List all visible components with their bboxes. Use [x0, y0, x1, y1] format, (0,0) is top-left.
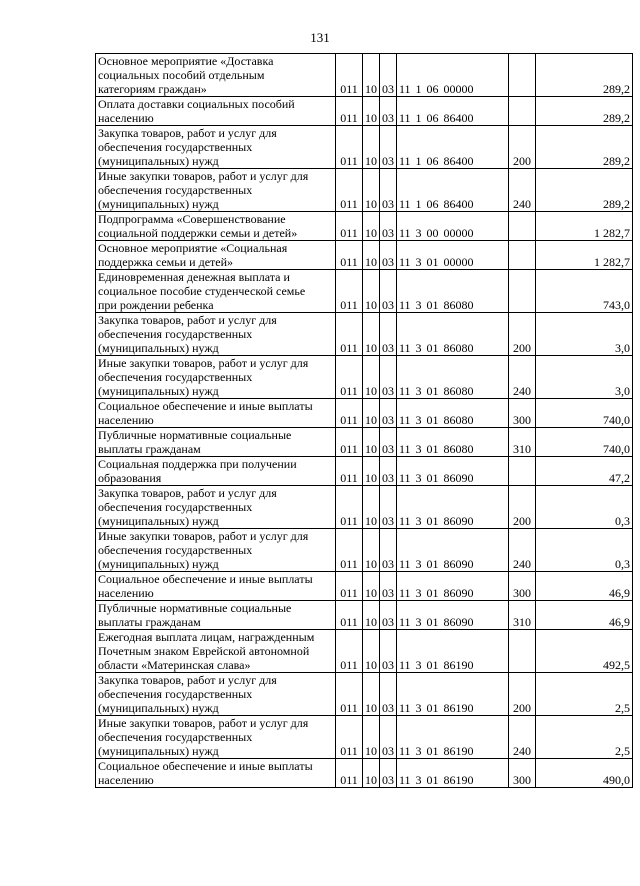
- section-code-cell: 10: [363, 126, 380, 169]
- expense-name-line: обеспечения государственных: [98, 370, 253, 384]
- expense-name-line: при рождении ребенка: [98, 298, 214, 312]
- ministry-code-cell: 011: [336, 529, 363, 572]
- expense-name: [96, 54, 336, 97]
- target-article-cell: 11 3 01 86090: [397, 486, 509, 529]
- expense-name-line: социальной поддержки семьи и детей»: [98, 226, 298, 240]
- expense-name-line: обеспечения государственных: [98, 543, 253, 557]
- expense-name-line: Закупка товаров, работ и услуг для: [98, 673, 277, 687]
- expense-name: [96, 356, 336, 399]
- ministry-code-cell: 011: [336, 97, 363, 126]
- subsection-code-cell: 03: [380, 673, 397, 716]
- expense-name: [96, 529, 336, 572]
- expense-name-line: Почетным знаком Еврейской автономной: [98, 644, 310, 658]
- table-row: [96, 97, 633, 126]
- expense-name-line: населению: [98, 111, 154, 125]
- expense-name-line: Публичные нормативные социальные: [98, 601, 292, 615]
- table-body: [96, 54, 633, 788]
- expense-type-cell: 300: [509, 759, 536, 788]
- ministry-code-cell: 011: [336, 630, 363, 673]
- ministry-code-cell: 011: [336, 601, 363, 630]
- expense-name-line: (муниципальных) нужд: [98, 701, 219, 715]
- expense-name-line: Оплата доставки социальных пособий: [98, 97, 295, 111]
- expense-type-cell: 200: [509, 126, 536, 169]
- target-article-cell: 11 3 01 86090: [397, 529, 509, 572]
- subsection-code-cell: 03: [380, 601, 397, 630]
- expense-name-line: Закупка товаров, работ и услуг для: [98, 486, 277, 500]
- ministry-code-cell: 011: [336, 241, 363, 270]
- amount-cell: 490,0: [536, 759, 633, 788]
- expense-name-line: Закупка товаров, работ и услуг для: [98, 126, 277, 140]
- amount-cell: 289,2: [536, 97, 633, 126]
- expense-name: [96, 716, 336, 759]
- expense-name-line: (муниципальных) нужд: [98, 197, 219, 211]
- ministry-code-cell: 011: [336, 54, 363, 97]
- expense-name: [96, 601, 336, 630]
- subsection-code-cell: 03: [380, 313, 397, 356]
- table-row: [96, 241, 633, 270]
- expense-name-line: Ежегодная выплата лицам, награжденным: [98, 630, 315, 644]
- section-code-cell: 10: [363, 241, 380, 270]
- budget-table: [95, 53, 633, 788]
- amount-cell: 46,9: [536, 601, 633, 630]
- expense-name: [96, 399, 336, 428]
- expense-name-line: выплаты гражданам: [98, 442, 201, 456]
- expense-name-line: Основное мероприятие «Социальная: [98, 241, 288, 255]
- ministry-code-cell: 011: [336, 399, 363, 428]
- expense-type-cell: [509, 97, 536, 126]
- expense-name-line: обеспечения государственных: [98, 730, 253, 744]
- section-code-cell: 10: [363, 54, 380, 97]
- section-code-cell: 10: [363, 97, 380, 126]
- section-code-cell: 10: [363, 399, 380, 428]
- target-article-cell: 11 3 01 86080: [397, 428, 509, 457]
- table-row: [96, 630, 633, 673]
- subsection-code-cell: 03: [380, 572, 397, 601]
- table-row: [96, 54, 633, 97]
- expense-type-cell: 310: [509, 428, 536, 457]
- table-row: [96, 486, 633, 529]
- expense-name-line: населению: [98, 586, 154, 600]
- expense-type-cell: 240: [509, 356, 536, 399]
- target-article-cell: 11 3 01 86080: [397, 356, 509, 399]
- expense-name-line: поддержка семьи и детей»: [98, 255, 234, 269]
- expense-name: [96, 169, 336, 212]
- subsection-code-cell: 03: [380, 241, 397, 270]
- expense-name: [96, 428, 336, 457]
- expense-type-cell: [509, 241, 536, 270]
- expense-type-cell: [509, 457, 536, 486]
- ministry-code-cell: 011: [336, 212, 363, 241]
- expense-name: [96, 313, 336, 356]
- expense-name-line: (муниципальных) нужд: [98, 384, 219, 398]
- subsection-code-cell: 03: [380, 212, 397, 241]
- expense-type-cell: [509, 54, 536, 97]
- expense-name-line: выплаты гражданам: [98, 615, 201, 629]
- expense-name-line: Иные закупки товаров, работ и услуг для: [98, 716, 309, 730]
- expense-name-line: обеспечения государственных: [98, 140, 253, 154]
- amount-cell: 0,3: [536, 529, 633, 572]
- expense-name: [96, 673, 336, 716]
- subsection-code-cell: 03: [380, 630, 397, 673]
- page-number: 131: [310, 30, 330, 45]
- table-row: [96, 313, 633, 356]
- expense-type-cell: 240: [509, 169, 536, 212]
- target-article-cell: 11 3 01 86080: [397, 313, 509, 356]
- ministry-code-cell: 011: [336, 270, 363, 313]
- table-row: [96, 601, 633, 630]
- expense-name-line: Публичные нормативные социальные: [98, 428, 292, 442]
- expense-type-cell: 200: [509, 486, 536, 529]
- expense-name-line: Социальная поддержка при получении: [98, 457, 297, 471]
- expense-name-line: Иные закупки товаров, работ и услуг для: [98, 169, 309, 183]
- expense-name-line: Иные закупки товаров, работ и услуг для: [98, 529, 309, 543]
- section-code-cell: 10: [363, 169, 380, 212]
- expense-name-line: Социальное обеспечение и иные выплаты: [98, 572, 313, 586]
- target-article-cell: 11 1 06 86400: [397, 97, 509, 126]
- amount-cell: 743,0: [536, 270, 633, 313]
- section-code-cell: 10: [363, 356, 380, 399]
- expense-type-cell: 200: [509, 673, 536, 716]
- amount-cell: 740,0: [536, 428, 633, 457]
- expense-name: [96, 126, 336, 169]
- ministry-code-cell: 011: [336, 313, 363, 356]
- section-code-cell: 10: [363, 212, 380, 241]
- target-article-cell: 11 3 01 86190: [397, 716, 509, 759]
- ministry-code-cell: 011: [336, 486, 363, 529]
- table-row: [96, 673, 633, 716]
- ministry-code-cell: 011: [336, 169, 363, 212]
- target-article-cell: 11 3 01 86090: [397, 601, 509, 630]
- ministry-code-cell: 011: [336, 126, 363, 169]
- expense-name-line: населению: [98, 413, 154, 427]
- section-code-cell: 10: [363, 673, 380, 716]
- section-code-cell: 10: [363, 529, 380, 572]
- expense-name: [96, 457, 336, 486]
- expense-name: [96, 486, 336, 529]
- amount-cell: 3,0: [536, 313, 633, 356]
- subsection-code-cell: 03: [380, 126, 397, 169]
- subsection-code-cell: 03: [380, 356, 397, 399]
- table-row: [96, 169, 633, 212]
- amount-cell: 289,2: [536, 54, 633, 97]
- section-code-cell: 10: [363, 486, 380, 529]
- expense-name-line: Основное мероприятие «Доставка: [98, 54, 274, 68]
- expense-name-line: Единовременная денежная выплата и: [98, 270, 290, 284]
- section-code-cell: 10: [363, 313, 380, 356]
- expense-type-cell: [509, 270, 536, 313]
- section-code-cell: 10: [363, 270, 380, 313]
- amount-cell: 1 282,7: [536, 212, 633, 241]
- expense-name-line: образования: [98, 471, 162, 485]
- expense-name-line: обеспечения государственных: [98, 500, 253, 514]
- subsection-code-cell: 03: [380, 457, 397, 486]
- subsection-code-cell: 03: [380, 759, 397, 788]
- table-row: [96, 529, 633, 572]
- section-code-cell: 10: [363, 716, 380, 759]
- table-row: [96, 716, 633, 759]
- target-article-cell: 11 3 00 00000: [397, 212, 509, 241]
- expense-type-cell: [509, 630, 536, 673]
- expense-name-line: Социальное обеспечение и иные выплаты: [98, 759, 313, 773]
- expense-name-line: Иные закупки товаров, работ и услуг для: [98, 356, 309, 370]
- target-article-cell: 11 3 01 86080: [397, 399, 509, 428]
- expense-name-line: (муниципальных) нужд: [98, 154, 219, 168]
- expense-name: [96, 270, 336, 313]
- expense-name: [96, 572, 336, 601]
- ministry-code-cell: 011: [336, 673, 363, 716]
- section-code-cell: 10: [363, 601, 380, 630]
- ministry-code-cell: 011: [336, 428, 363, 457]
- target-article-cell: 11 3 01 86080: [397, 270, 509, 313]
- table-row: [96, 759, 633, 788]
- section-code-cell: 10: [363, 428, 380, 457]
- ministry-code-cell: 011: [336, 457, 363, 486]
- expense-name-line: Закупка товаров, работ и услуг для: [98, 313, 277, 327]
- expense-name-line: населению: [98, 773, 154, 787]
- target-article-cell: 11 3 01 00000: [397, 241, 509, 270]
- table-row: [96, 356, 633, 399]
- expense-type-cell: 240: [509, 529, 536, 572]
- expense-name-line: обеспечения государственных: [98, 687, 253, 701]
- table-row: [96, 126, 633, 169]
- table-row: [96, 399, 633, 428]
- expense-type-cell: 300: [509, 399, 536, 428]
- expense-type-cell: 310: [509, 601, 536, 630]
- subsection-code-cell: 03: [380, 97, 397, 126]
- expense-name: [96, 241, 336, 270]
- expense-name-line: обеспечения государственных: [98, 327, 253, 341]
- amount-cell: 47,2: [536, 457, 633, 486]
- expense-name-line: категориям граждан»: [98, 82, 207, 96]
- expense-name-line: социальное пособие студенческой семье: [98, 284, 306, 298]
- expense-name-line: обеспечения государственных: [98, 183, 253, 197]
- amount-cell: 2,5: [536, 673, 633, 716]
- subsection-code-cell: 03: [380, 169, 397, 212]
- expense-type-cell: 200: [509, 313, 536, 356]
- expense-type-cell: [509, 212, 536, 241]
- section-code-cell: 10: [363, 759, 380, 788]
- expense-name-line: области «Материнская слава»: [98, 658, 251, 672]
- expense-name: [96, 759, 336, 788]
- section-code-cell: 10: [363, 457, 380, 486]
- table-row: [96, 457, 633, 486]
- subsection-code-cell: 03: [380, 270, 397, 313]
- ministry-code-cell: 011: [336, 356, 363, 399]
- subsection-code-cell: 03: [380, 54, 397, 97]
- expense-name-line: (муниципальных) нужд: [98, 557, 219, 571]
- amount-cell: 2,5: [536, 716, 633, 759]
- expense-name-line: (муниципальных) нужд: [98, 341, 219, 355]
- target-article-cell: 11 3 01 86090: [397, 572, 509, 601]
- target-article-cell: 11 1 06 86400: [397, 126, 509, 169]
- expense-type-cell: 240: [509, 716, 536, 759]
- ministry-code-cell: 011: [336, 759, 363, 788]
- target-article-cell: 11 3 01 86090: [397, 457, 509, 486]
- expense-name-line: (муниципальных) нужд: [98, 744, 219, 758]
- amount-cell: 46,9: [536, 572, 633, 601]
- amount-cell: 3,0: [536, 356, 633, 399]
- amount-cell: 740,0: [536, 399, 633, 428]
- table-row: [96, 212, 633, 241]
- target-article-cell: 11 3 01 86190: [397, 673, 509, 716]
- table-row: [96, 428, 633, 457]
- expense-type-cell: 300: [509, 572, 536, 601]
- subsection-code-cell: 03: [380, 399, 397, 428]
- target-article-cell: 11 3 01 86190: [397, 630, 509, 673]
- section-code-cell: 10: [363, 630, 380, 673]
- expense-name: [96, 212, 336, 241]
- target-article-cell: 11 1 06 86400: [397, 169, 509, 212]
- subsection-code-cell: 03: [380, 428, 397, 457]
- expense-name-line: Социальное обеспечение и иные выплаты: [98, 399, 313, 413]
- subsection-code-cell: 03: [380, 486, 397, 529]
- expense-name-line: социальных пособий отдельным: [98, 68, 265, 82]
- ministry-code-cell: 011: [336, 716, 363, 759]
- subsection-code-cell: 03: [380, 529, 397, 572]
- expense-name: [96, 97, 336, 126]
- target-article-cell: 11 1 06 00000: [397, 54, 509, 97]
- expense-name: [96, 630, 336, 673]
- section-code-cell: 10: [363, 572, 380, 601]
- amount-cell: 289,2: [536, 169, 633, 212]
- amount-cell: 492,5: [536, 630, 633, 673]
- subsection-code-cell: 03: [380, 716, 397, 759]
- ministry-code-cell: 011: [336, 572, 363, 601]
- table-row: [96, 572, 633, 601]
- expense-name-line: Подпрограмма «Совершенствование: [98, 212, 286, 226]
- amount-cell: 1 282,7: [536, 241, 633, 270]
- expense-name-line: (муниципальных) нужд: [98, 514, 219, 528]
- amount-cell: 289,2: [536, 126, 633, 169]
- table-row: [96, 270, 633, 313]
- target-article-cell: 11 3 01 86190: [397, 759, 509, 788]
- amount-cell: 0,3: [536, 486, 633, 529]
